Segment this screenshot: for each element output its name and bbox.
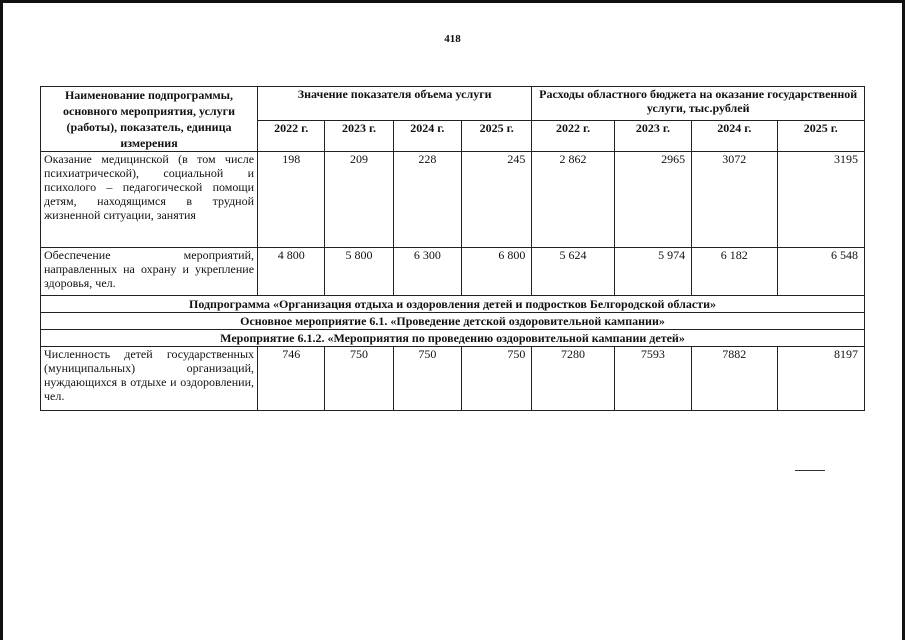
- event-heading: Мероприятие 6.1.2. «Мероприятия по проведению оздоровительной кампании детей»: [41, 330, 865, 347]
- budget-table: [40, 86, 865, 411]
- section-row: [41, 313, 865, 330]
- header-volume-year: 2025 г.: [461, 120, 531, 151]
- expense-cell: 3072: [692, 152, 777, 248]
- expense-cell: 6 182: [692, 248, 777, 296]
- page-number: 418: [444, 33, 461, 45]
- volume-cell: 5 800: [325, 248, 393, 296]
- header-volume-year: 2024 г.: [393, 120, 461, 151]
- expense-cell: 7280: [532, 347, 614, 411]
- volume-cell: 750: [325, 347, 393, 411]
- expense-cell: 7593: [614, 347, 691, 411]
- header-expense-year: 2023 г.: [614, 120, 691, 151]
- volume-cell: 4 800: [258, 248, 325, 296]
- volume-cell: 6 300: [393, 248, 461, 296]
- section-row: [41, 330, 865, 347]
- expense-cell: 3195: [777, 152, 865, 248]
- expense-cell: 5 974: [614, 248, 691, 296]
- scan-edge-top: [0, 0, 905, 3]
- section-row: [41, 296, 865, 313]
- header-expense-year: 2024 г.: [692, 120, 777, 151]
- header-expense-year: 2025 г.: [777, 120, 865, 151]
- row-name: Оказание медицинской (в том числе психиатрической), социальной и психолого – педагогической помощи детям, находящимся в трудной жизненной ситуации, занятия: [41, 152, 258, 248]
- table-row: [41, 347, 865, 411]
- header-expense-group: Расходы областного бюджета на оказание государственной услуги, тыс.рублей: [532, 87, 865, 121]
- main-event-heading: Основное мероприятие 6.1. «Проведение детской оздоровительной кампании»: [41, 313, 865, 330]
- row-name: Численность детей государственных (муниципальных) организаций, нуждающихся в отдыхе и оздоровлении, чел.: [41, 347, 258, 411]
- scan-edge-left: [0, 0, 3, 640]
- volume-cell: 198: [258, 152, 325, 248]
- expense-cell: 5 624: [532, 248, 614, 296]
- header-name-column: Наименование подпрограммы, основного мероприятия, услуги (работы), показатель, единица измерения: [41, 87, 258, 152]
- expense-cell: 2 862: [532, 152, 614, 248]
- expense-cell: 8197: [777, 347, 865, 411]
- header-volume-year: 2023 г.: [325, 120, 393, 151]
- header-volume-group: Значение показателя объема услуги: [258, 87, 532, 121]
- header-volume-year: 2022 г.: [258, 120, 325, 151]
- volume-cell: 750: [393, 347, 461, 411]
- volume-cell: 228: [393, 152, 461, 248]
- budget-table-wrapper: [40, 86, 865, 411]
- subprogram-heading: Подпрограмма «Организация отдыха и оздоровления детей и подростков Белгородской области»: [41, 296, 865, 313]
- table-row: [41, 152, 865, 248]
- volume-cell: 750: [461, 347, 531, 411]
- expense-cell: 2965: [614, 152, 691, 248]
- expense-cell: 7882: [692, 347, 777, 411]
- volume-cell: 245: [461, 152, 531, 248]
- header-expense-year: 2022 г.: [532, 120, 614, 151]
- volume-cell: 209: [325, 152, 393, 248]
- table-row: [41, 248, 865, 296]
- row-name: Обеспечение мероприятий, направленных на охрану и укрепление здоровья, чел.: [41, 248, 258, 296]
- expense-cell: 6 548: [777, 248, 865, 296]
- volume-cell: 746: [258, 347, 325, 411]
- scan-mark-dash: [795, 470, 825, 471]
- volume-cell: 6 800: [461, 248, 531, 296]
